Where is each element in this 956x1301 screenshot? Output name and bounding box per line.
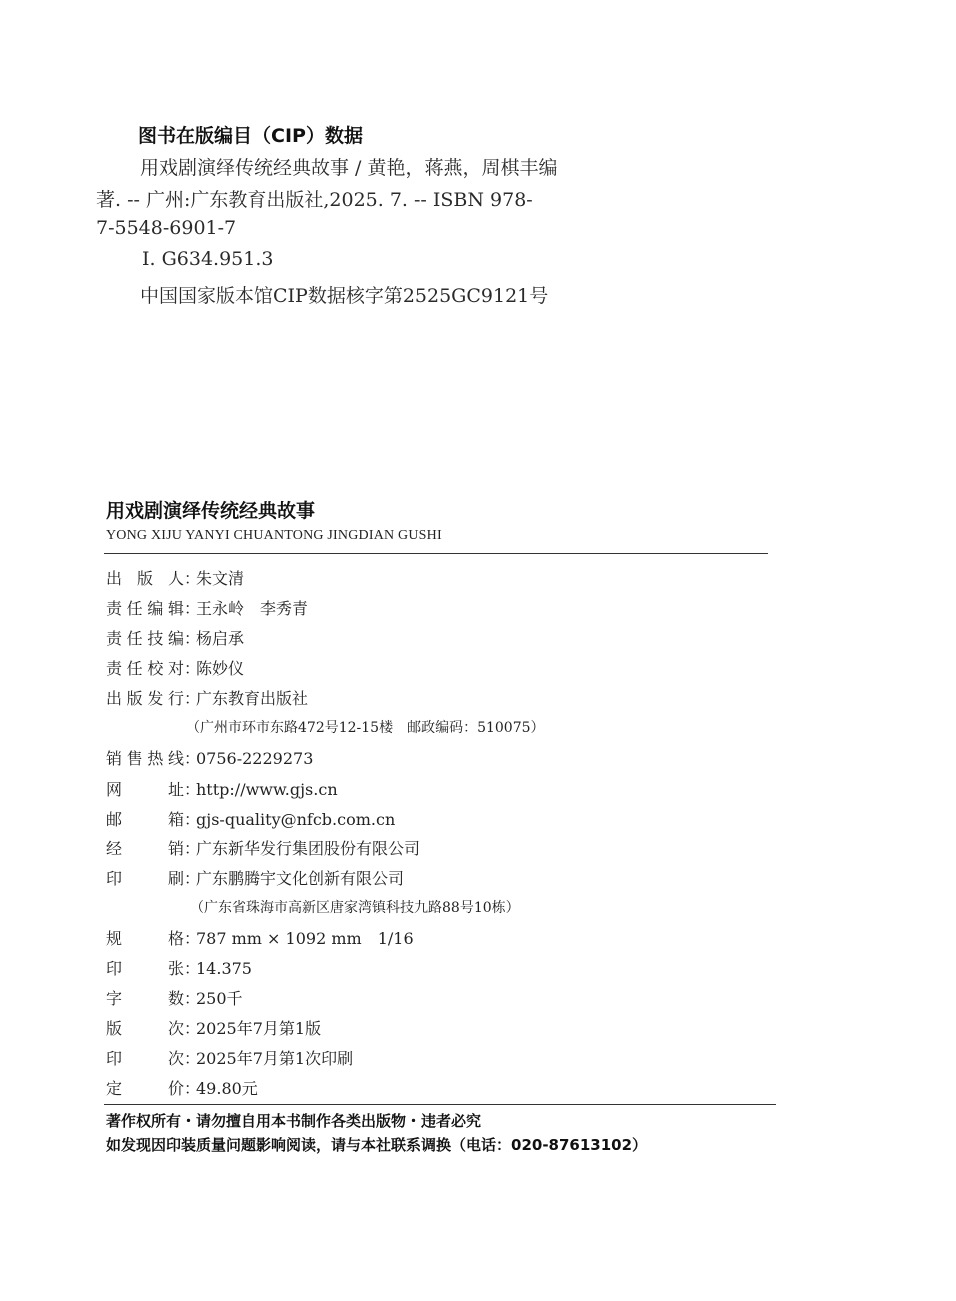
detail-row-edition: 版次：2025年7月第1版 [106, 1016, 321, 1046]
detail-row-printing: 印次：2025年7月第1次印刷 [106, 1046, 353, 1076]
detail-value: 陈妙仪 [196, 659, 245, 678]
detail-label: 规格 [106, 929, 184, 948]
printer-address: （广东省珠海市高新区唐家湾镇科技九路88号10栋） [190, 900, 520, 916]
cip-line-isbn: 7-5548-6901-7 [96, 217, 237, 239]
detail-value: 朱文清 [196, 569, 245, 588]
detail-label: 字数 [106, 989, 184, 1008]
bottom-divider [104, 1104, 776, 1105]
detail-value: 王永岭 李秀青 [196, 599, 309, 618]
quality-notice: 如发现因印装质量问题影响阅读，请与本社联系调换（电话：020-87613102） [106, 1136, 648, 1154]
detail-row-website: 网址：http://www.gjs.cn [106, 777, 338, 807]
detail-label: 责任技编 [106, 629, 184, 648]
publisher-address: （广州市环市东路472号12-15楼 邮政编码：510075） [186, 720, 545, 736]
email-link[interactable]: gjs-quality@nfcb.com.cn [196, 810, 396, 829]
detail-value: 49.80元 [196, 1079, 258, 1098]
detail-row-editor: 责任编辑：王永岭 李秀青 [106, 596, 308, 626]
detail-label: 印次 [106, 1049, 184, 1068]
detail-value: 14.375 [196, 959, 252, 978]
detail-label: 网址 [106, 780, 184, 799]
detail-label: 版次 [106, 1019, 184, 1038]
detail-row-distributor: 出版发行：广东教育出版社 [106, 686, 308, 716]
cip-heading: 图书在版编目（CIP）数据 [138, 125, 363, 147]
detail-label: 责任校对 [106, 659, 184, 678]
detail-row-tech-editor: 责任技编：杨启承 [106, 626, 244, 656]
detail-row-publisher-person: 出版人：朱文清 [106, 566, 244, 596]
book-title-pinyin: YONG XIJU YANYI CHUANTONG JINGDIAN GUSHI [106, 528, 442, 543]
detail-row-email: 邮箱：gjs-quality@nfcb.com.cn [106, 807, 395, 837]
detail-label: 销售热线 [106, 749, 184, 768]
detail-row-price: 定价：49.80元 [106, 1076, 258, 1106]
cip-classification: Ⅰ. G634.951.3 [142, 248, 274, 270]
detail-row-sheets: 印张：14.375 [106, 956, 252, 986]
detail-row-printer: 印刷：广东鹏腾宇文化创新有限公司 [106, 866, 404, 896]
detail-value: 787 mm × 1092 mm 1/16 [196, 929, 414, 948]
detail-row-format: 规格：787 mm × 1092 mm 1/16 [106, 926, 414, 956]
detail-value: 广东鹏腾宇文化创新有限公司 [196, 869, 405, 888]
cip-line-publisher: 著. -- 广州:广东教育出版社,2025. 7. -- ISBN 978- [96, 189, 533, 211]
detail-label: 邮箱 [106, 810, 184, 829]
detail-value: 2025年7月第1次印刷 [196, 1049, 354, 1068]
detail-value: 广东新华发行集团股份有限公司 [196, 839, 421, 858]
detail-label: 定价 [106, 1079, 184, 1098]
detail-value: 2025年7月第1版 [196, 1019, 322, 1038]
detail-label: 印刷 [106, 869, 184, 888]
detail-row-proofreader: 责任校对：陈妙仪 [106, 656, 244, 686]
detail-value: 广东教育出版社 [196, 689, 309, 708]
detail-label: 出版发行 [106, 689, 184, 708]
top-divider [104, 553, 768, 554]
detail-value: 250千 [196, 989, 243, 1008]
detail-row-word-count: 字数：250千 [106, 986, 243, 1016]
website-link[interactable]: http://www.gjs.cn [196, 780, 338, 799]
detail-label: 经销 [106, 839, 184, 858]
detail-row-dealer: 经销：广东新华发行集团股份有限公司 [106, 836, 420, 866]
cip-line-title: 用戏剧演绎传统经典故事 / 黄艳，蒋燕，周棋丰编 [140, 157, 558, 179]
detail-row-hotline: 销售热线：0756-2229273 [106, 746, 313, 776]
detail-label: 责任编辑 [106, 599, 184, 618]
book-title: 用戏剧演绎传统经典故事 [106, 500, 316, 522]
detail-value: 杨启承 [196, 629, 245, 648]
detail-label: 出版人 [106, 569, 184, 588]
detail-value: 0756-2229273 [196, 749, 314, 768]
cip-record-number: 中国国家版本馆CIP数据核字第2525GC9121号 [140, 285, 549, 307]
copyright-notice: 著作权所有・请勿擅自用本书制作各类出版物・违者必究 [106, 1112, 482, 1130]
detail-label: 印张 [106, 959, 184, 978]
